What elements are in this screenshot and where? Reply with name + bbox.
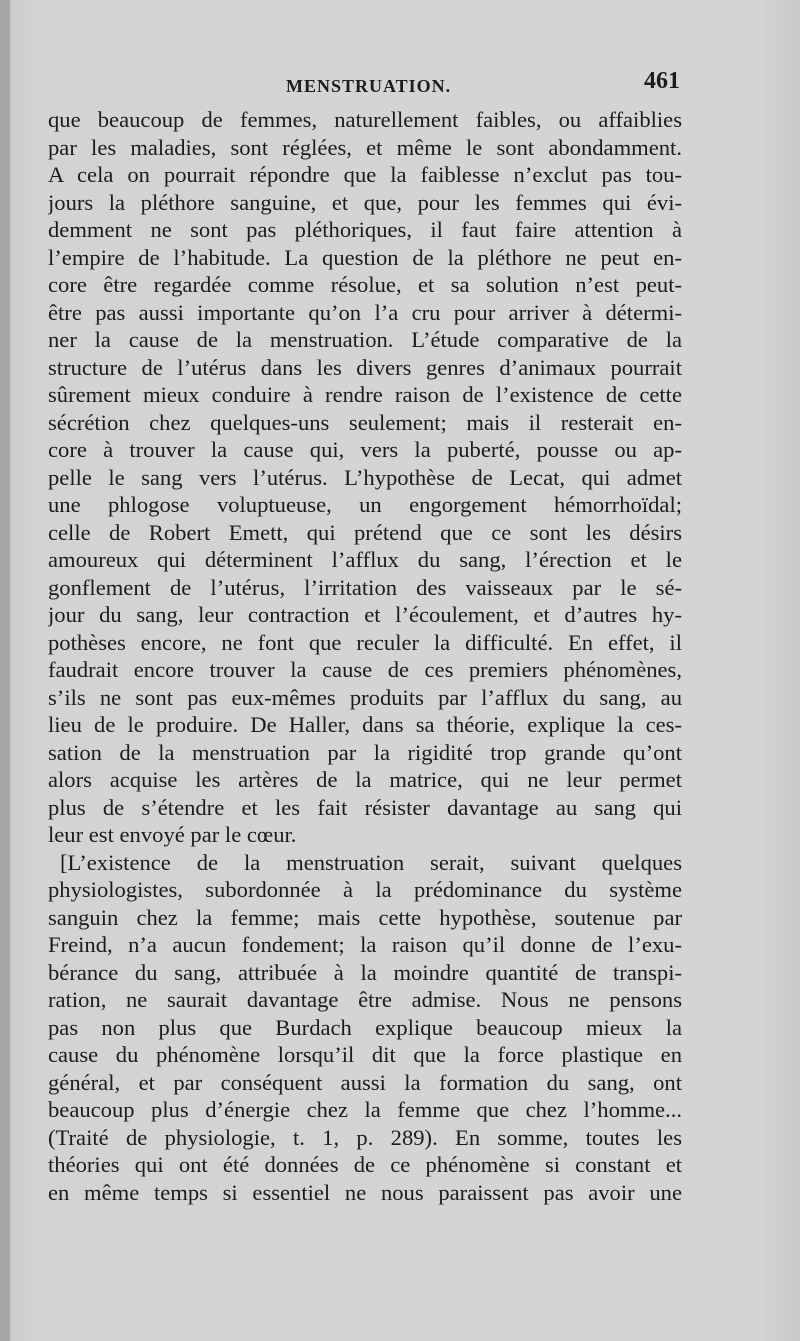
text-line: pothèses encore, ne font que reculer la difficulté. En effet, il (48, 629, 682, 655)
page-gutter-shadow (0, 0, 10, 1341)
text-line: Freind, n’a aucun fondement; la raison qu’il donne de l’exu- (48, 932, 682, 957)
text-line: ration, ne saurait davantage être admise. Nous ne pensons (48, 987, 682, 1012)
text-line: sanguin chez la femme; mais cette hypothèse, soutenue par (48, 904, 682, 930)
text-line: bérance du sang, attribuée à la moindre quantité de transpi- (48, 959, 682, 985)
text-line: que beaucoup de femmes, naturellement faibles, ou affaiblies (48, 107, 682, 132)
text-line: par les maladies, sont réglées, et même le sont abondamment. (48, 134, 682, 160)
text-line: sation de la menstruation par la rigidité trop grande qu’ont (48, 739, 682, 765)
text-line: l’empire de l’habitude. La question de la pléthore ne peut en- (48, 244, 682, 270)
text-line: gonflement de l’utérus, l’irritation des vaisseaux par le sé- (48, 574, 682, 600)
text-line: celle de Robert Emett, qui prétend que ce sont les désirs (48, 519, 682, 545)
text-line: structure de l’utérus dans les divers genres d’animaux pourrait (48, 354, 682, 380)
text-line: s’ils ne sont pas eux-mêmes produits par l’afflux du sang, au (48, 684, 682, 710)
text-line: pas non plus que Burdach explique beaucoup mieux la (48, 1014, 682, 1040)
body-text (48, 106, 682, 1206)
text-line: en même temps si essentiel ne nous paraissent pas avoir une (48, 1179, 682, 1205)
text-line: faudrait encore trouver la cause de ces premiers phénomènes, (48, 657, 682, 682)
text-line: jours la pléthore sanguine, et que, pour les femmes qui évi- (48, 189, 682, 215)
running-title: MENSTRUATION. (286, 76, 452, 96)
text-line: beaucoup plus d’énergie chez la femme que chez l’homme... (48, 1097, 682, 1122)
text-line: général, et par conséquent aussi la formation du sang, ont (48, 1069, 682, 1095)
text-line: une phlogose voluptueuse, un engorgement hémorrhoïdal; (48, 492, 682, 517)
text-line: core être regardée comme résolue, et sa solution n’est peut- (48, 272, 682, 297)
text-line: théories qui ont été données de ce phénomène si constant et (48, 1152, 682, 1177)
text-line: cause du phénomène lorsqu’il dit que la force plastique en (48, 1042, 682, 1067)
text-line: jour du sang, leur contraction et l’écoulement, et d’autres hy- (48, 602, 682, 627)
text-line: être pas aussi importante qu’on l’a cru pour arriver à détermi- (48, 299, 682, 325)
running-header (48, 68, 684, 102)
text-line: pelle le sang vers l’utérus. L’hypothèse de Lecat, qui admet (48, 464, 682, 490)
text-line: physiologistes, subordonnée à la prédominance du système (48, 877, 682, 902)
text-line: alors acquise les artères de la matrice, qui ne leur permet (48, 767, 682, 792)
text-line: demment ne sont pas pléthoriques, il faut faire attention à (48, 217, 682, 242)
text-line: core à trouver la cause qui, vers la puberté, pousse ou ap- (48, 437, 682, 462)
text-line: sécrétion chez quelques-uns seulement; mais il resterait en- (48, 409, 682, 435)
text-line: lieu de le produire. De Haller, dans sa théorie, explique la ces- (48, 712, 682, 737)
text-line: (Traité de physiologie, t. 1, p. 289). En somme, toutes les (48, 1124, 682, 1150)
text-line: plus de s’étendre et les fait résister davantage au sang qui (48, 794, 682, 820)
text-line: ner la cause de la menstruation. L’étude comparative de la (48, 327, 682, 352)
paragraph-end-line: leur est envoyé par le cœur. (48, 822, 297, 847)
text-line: amoureux qui déterminent l’afflux du sang, l’érection et le (48, 547, 682, 572)
page-number: 461 (644, 68, 680, 94)
paragraph-start-line: [L’existence de la menstruation serait, suivant quelques (60, 849, 682, 875)
text-line: A cela on pourrait répondre que la faiblesse n’exclut pas tou- (48, 162, 682, 187)
text-line: sûrement mieux conduire à rendre raison de l’existence de cette (48, 382, 682, 407)
